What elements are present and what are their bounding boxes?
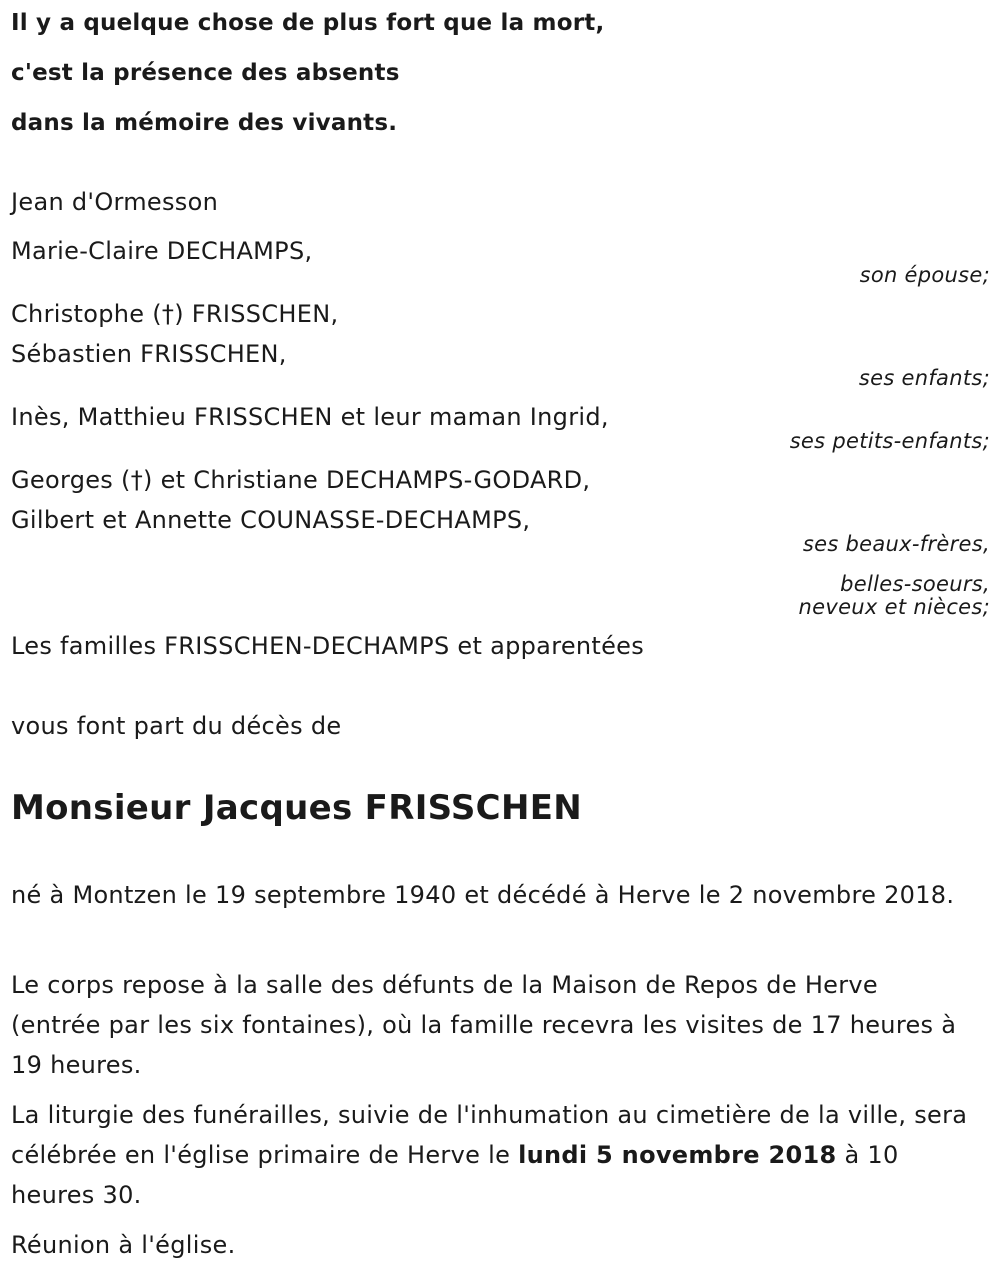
inlaws-relation-3: neveux et nièces; [798,595,990,619]
grandchildren-relation: ses petits-enfants; [789,429,990,453]
child-2: Sébastien FRISSCHEN, [11,340,287,368]
viewing-info: Le corps repose à la salle des défunts de la Maison de Repos de Herve (entrée par les six fontaines), où la famille recevra les visites de 17 heures à 19 heures. [11,971,957,1079]
quote-line-2: c'est la présence des absents [11,60,400,86]
funeral-text-after: à 10 heures 30. [11,1141,899,1209]
children-relation: ses enfants; [858,366,990,390]
spouse-relation: son épouse; [859,263,990,287]
funeral-text-before: La liturgie des funérailles, suivie de l'inhumation au cimetière de la ville, sera célébrée en l'église primaire de Herve le [11,1101,968,1169]
inlaws-relation-1: ses beaux-frères, [802,532,990,556]
announcement-intro: vous font part du décès de [11,712,342,740]
quote-line-3: dans la mémoire des vivants. [11,110,398,136]
birth-death: né à Montzen le 19 septembre 1940 et décédé à Herve le 2 novembre 2018. [11,881,955,909]
spouse-name: Marie-Claire DECHAMPS, [11,237,313,265]
inlaw-1: Georges (†) et Christiane DECHAMPS-GODARD, [11,466,591,494]
deceased-name: Monsieur Jacques FRISSCHEN [11,788,582,828]
quote-line-1: Il y a quelque chose de plus fort que la mort, [11,10,605,36]
inlaw-2: Gilbert et Annette COUNASSE-DECHAMPS, [11,506,531,534]
inlaws-relation-2: belles-soeurs, [840,572,990,596]
child-1: Christophe (†) FRISSCHEN, [11,300,339,328]
quote-author: Jean d'Ormesson [11,188,219,216]
funeral-info [11,1095,971,1215]
grandchildren: Inès, Matthieu FRISSCHEN et leur maman Ingrid, [11,403,609,431]
reunion-info: Réunion à l'église. [11,1231,236,1259]
funeral-date: lundi 5 novembre 2018 [518,1141,837,1169]
families: Les familles FRISSCHEN-DECHAMPS et apparentées [11,632,645,660]
